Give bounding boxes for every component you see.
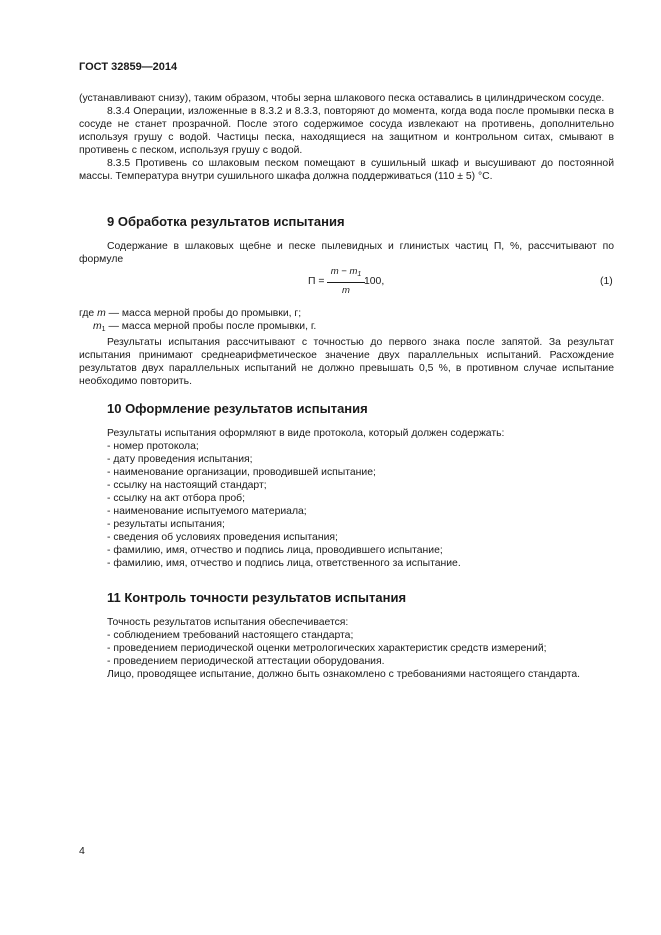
paragraph-continuation: (устанавливают снизу), таким образом, чтобы зерна шлакового песка оставались в цилиндрическом сосуде. (79, 93, 605, 104)
formula-1 (300, 265, 630, 299)
formula-tail: 100, (364, 276, 385, 287)
formula-fraction (327, 265, 365, 297)
legend-m1-sub: 1 (101, 326, 106, 333)
list-item: - проведением периодической оценки метрологических характеристик средств измерений; (107, 643, 547, 654)
list-item: - проведением периодической аттестации оборудования. (107, 656, 385, 667)
formula-number: (1) (600, 276, 613, 287)
continuation-block (79, 92, 614, 183)
section-9-intro-block (79, 240, 614, 266)
numerator-m1-sub: 1 (357, 271, 362, 278)
formula-numerator (327, 265, 365, 283)
list-item: - сведения об условиях проведения испытания; (107, 532, 338, 543)
section-9-intro: Содержание в шлаковых щебне и песке пылевидных и глинистых частиц П, %, рассчитывают по формуле (79, 241, 614, 265)
paragraph-8-3-4: 8.3.4 Операции, изложенные в 8.3.2 и 8.3.3, повторяют до момента, когда вода после промывки песка в сосуде не станет прозрачной. После этого содержимое сосуда извлекают на противень, дополнительно используя грушу с водой. Частицы песка, находящиеся на защитном и контрольном ситах, смывают в противень с песком, используя грушу с водой. (79, 106, 614, 156)
section-11-intro: Точность результатов испытания обеспечивается: (107, 617, 349, 628)
list-item: - наименование испытуемого материала; (107, 506, 307, 517)
numerator-m1: m (349, 266, 358, 277)
section-11-closing: Лицо, проводящее испытание, должно быть ознакомлено с требованиями настоящего стандарта. (107, 669, 581, 680)
section-11-body (79, 616, 614, 681)
list-item: - фамилию, имя, отчество и подпись лица, проводившего испытание; (107, 545, 443, 556)
standard-title: ГОСТ 32859—2014 (79, 61, 178, 73)
section-10-intro: Результаты испытания оформляют в виде протокола, который должен содержать: (107, 428, 505, 439)
legend-m1-text: — масса мерной пробы после промывки, г. (105, 321, 317, 332)
section-10-body (79, 427, 614, 570)
legend-m-symbol: m (97, 308, 106, 319)
legend-prefix: где (79, 308, 95, 319)
formula-legend (79, 307, 614, 388)
numerator-minus: − (338, 266, 350, 277)
section-9-result: Результаты испытания рассчитывают с точностью до первого знака после запятой. За результат испытания принимают среднеарифметическое значение двух параллельных испытаний. Расхождение результатов двух параллельных испытаний не должно превышать 0,5 %, в противном случае испытание необходимо повторить. (79, 337, 614, 387)
section-10-heading: 10 Оформление результатов испытания (107, 401, 368, 416)
list-item: - номер протокола; (107, 441, 199, 452)
section-11-heading: 11 Контроль точности результатов испытания (107, 590, 407, 605)
list-item: - дату проведения испытания; (107, 454, 253, 465)
paragraph-8-3-5: 8.3.5 Противень со шлаковым песком помещают в сушильный шкаф и высушивают до постоянной массы. Температура внутри сушильного шкафа должна поддерживаться (110 ± 5) °С. (79, 158, 614, 182)
formula-denominator: m (342, 285, 350, 296)
legend-m1 (79, 320, 614, 336)
section-9-heading: 9 Обработка результатов испытания (107, 214, 345, 229)
list-item: - ссылку на акт отбора проб; (107, 493, 246, 504)
legend-m1-symbol: m (93, 321, 102, 332)
page-number: 4 (79, 845, 85, 857)
list-item: - фамилию, имя, отчество и подпись лица, ответственного за испытание. (107, 558, 461, 569)
numerator-m: m (330, 266, 339, 277)
formula-lhs: П = (308, 276, 325, 287)
legend-m (79, 307, 614, 320)
list-item: - наименование организации, проводившей испытание; (107, 467, 376, 478)
list-item: - результаты испытания; (107, 519, 225, 530)
list-item: - соблюдением требований настоящего стандарта; (107, 630, 354, 641)
list-item: - ссылку на настоящий стандарт; (107, 480, 267, 491)
legend-m-text: — масса мерной пробы до промывки, г; (105, 308, 302, 319)
